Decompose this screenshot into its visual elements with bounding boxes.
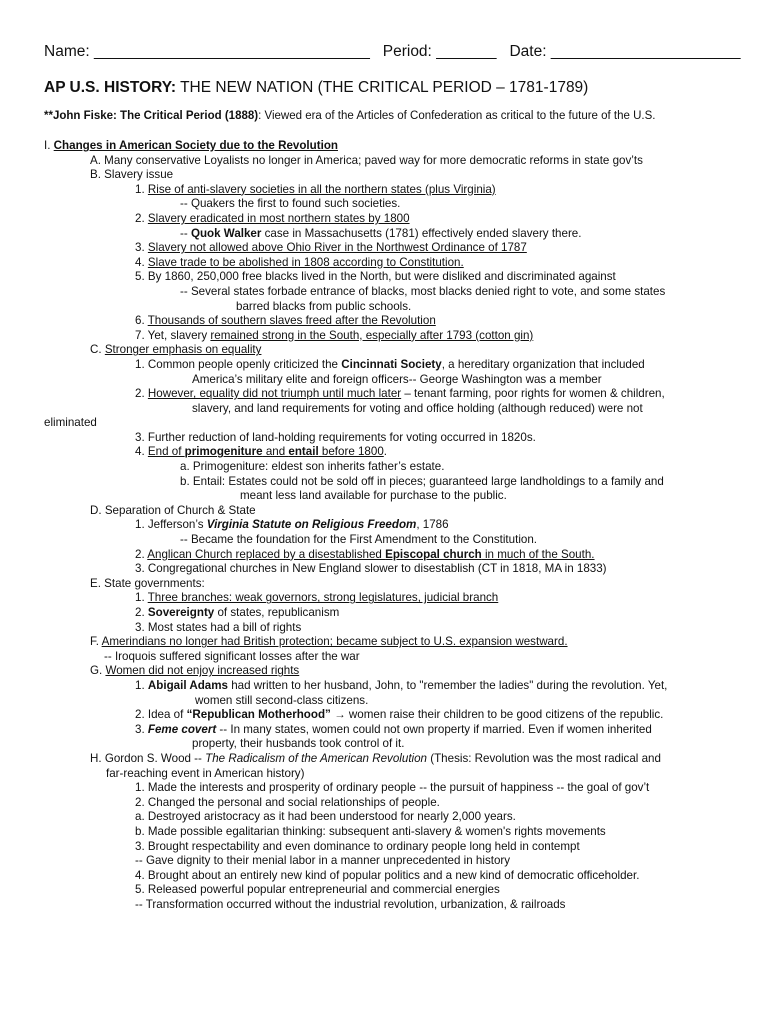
outline-line	[0, 154, 768, 169]
outline-text: entail	[288, 445, 319, 459]
outline-text: 1. Common people openly criticized the	[135, 357, 342, 371]
name-blank: ________________________________	[93, 43, 370, 60]
outline-line	[0, 591, 768, 606]
outline-text: slavery, and land requirements for voting and office holding (although reduced) were not	[192, 401, 643, 415]
outline-text: Amerindians no longer had British protection; became subject to U.S. expansion westward.	[101, 635, 568, 649]
outline-text: 1. Jefferson’s	[135, 518, 207, 532]
outline-text: of states, republicanism	[214, 606, 340, 619]
outline-line	[0, 256, 768, 271]
outline-line	[0, 737, 768, 752]
outline-text: 3. Further reduction of land-holding requirements for voting occurred in 1820s.	[135, 430, 536, 444]
outline-text: A. Many conservative Loyalists no longer in America; paved way for more democratic reforms in state gov’ts	[90, 153, 643, 167]
outline-line	[0, 475, 768, 490]
outline-line	[0, 679, 768, 694]
date-label: Date:	[509, 43, 547, 60]
fiske-source: **John Fiske: The Critical Period (1888)	[44, 110, 259, 122]
title-course: AP U.S. HISTORY:	[44, 79, 177, 96]
outline-text: far-reaching event in American history)	[106, 766, 305, 780]
outline-line	[0, 431, 768, 446]
outline-line	[0, 810, 768, 825]
outline-line	[0, 635, 768, 650]
title-topic: THE NEW NATION (THE CRITICAL PERIOD – 1781-1789)	[176, 79, 589, 96]
outline-text: → women raise their children to be good citizens of the republic.	[330, 708, 664, 722]
outline-text: H. Gordon S. Wood --	[90, 751, 206, 765]
outline-text: Slavery not allowed above Ohio River in the Northwest Ordinance of 1787	[147, 241, 527, 255]
outline-line	[0, 387, 768, 402]
outline-line	[0, 825, 768, 840]
date-blank: ______________________	[550, 43, 741, 60]
outline-line	[0, 402, 768, 417]
outline-text: 2.	[135, 547, 148, 561]
outline-text: 2.	[135, 606, 148, 619]
outline-text: Abigail Adams	[147, 678, 228, 692]
outline-line	[0, 445, 768, 460]
outline-text: Slave trade to be abolished in 1808 according to Constitution.	[147, 255, 464, 269]
outline-text: “Republican Motherhood”	[186, 708, 331, 722]
outline-text: 3. Most states had a bill of rights	[135, 620, 302, 634]
outline-text: D. Separation of Church & State	[90, 503, 256, 517]
outline-line	[0, 168, 768, 183]
outline-text: b. Made possible egalitarian thinking: subsequent anti-slavery & women's rights movements	[135, 824, 606, 838]
outline-text: a. Primogeniture: eldest son inherits father’s estate.	[180, 460, 445, 474]
outline-text: E. State governments:	[90, 576, 205, 590]
outline-text: F.	[90, 635, 102, 649]
outline-line	[0, 358, 768, 373]
outline-text: Quok Walker	[190, 226, 262, 240]
outline-line	[0, 883, 768, 898]
outline-line	[0, 139, 768, 154]
outline-text: 2.	[135, 211, 148, 225]
outline-line	[0, 489, 768, 504]
outline-text: eliminated	[44, 416, 97, 430]
outline-text: C.	[90, 343, 105, 357]
outline-line	[0, 621, 768, 636]
outline-text: Anglican Church replaced by a disestablished	[147, 547, 386, 561]
outline-text: primogeniture	[184, 445, 263, 459]
outline-text: Changes in American Society due to the Revolution	[53, 139, 338, 152]
outline-text: -- In many states, women could not own property if married. Even if women inherited	[216, 722, 652, 736]
outline-line	[0, 708, 768, 723]
outline-line	[0, 285, 768, 300]
outline-text: Women did not enjoy increased rights	[105, 664, 300, 678]
outline-line	[0, 314, 768, 329]
fiske-note	[44, 110, 655, 122]
outline-line	[0, 197, 768, 212]
student-info-header	[44, 43, 740, 61]
outline-line	[0, 840, 768, 855]
outline-line	[0, 504, 768, 519]
outline-text: barred blacks from public schools.	[236, 299, 412, 313]
name-label: Name:	[44, 43, 90, 60]
outline-text: Thousands of southern slaves freed after the Revolution	[147, 314, 436, 328]
outline-line	[0, 373, 768, 388]
outline-line	[0, 343, 768, 358]
outline-text: had written to her husband, John, to "remember the ladies" during the revolution. Yet,	[228, 678, 668, 692]
outline-text: However, equality did not triumph until much later	[147, 387, 402, 401]
outline-text: 4. Brought about an entirely new kind of popular politics and a new kind of democratic officeholder.	[135, 868, 640, 882]
outline-text: 1.	[135, 182, 148, 196]
outline-text: Feme covert	[147, 722, 217, 736]
outline-text: Rise of anti-slavery societies in all the northern states (plus Virginia)	[147, 182, 496, 196]
outline-text: B. Slavery issue	[90, 168, 174, 182]
outline-text: 3. Congregational churches in New England slower to disestablish (CT in 1818, MA in 1833)	[135, 562, 607, 576]
outline-text: --	[180, 226, 191, 240]
outline-text: , a hereditary organization that included	[441, 357, 645, 371]
outline-text: Stronger emphasis on equality	[104, 343, 262, 357]
outline-text: a. Destroyed aristocracy as it had been understood for nearly 2,000 years.	[135, 810, 516, 824]
outline-text: before 1800	[318, 445, 384, 459]
outline-text: (Thesis: Revolution was the most radical and	[427, 751, 661, 765]
outline-text: G.	[90, 664, 106, 678]
outline-text: remained strong in the South, especially after 1793 (cotton gin)	[210, 328, 534, 342]
outline-text: I.	[44, 139, 54, 152]
outline-text: 5. Released powerful popular entrepreneurial and commercial energies	[135, 883, 500, 897]
fiske-description: : Viewed era of the Articles of Confederation as critical to the future of the U.S.	[258, 110, 656, 122]
outline-text: – tenant farming, poor rights for women & children,	[401, 387, 665, 401]
outline-line	[0, 767, 768, 782]
period-blank: _______	[436, 43, 497, 60]
outline-line	[0, 460, 768, 475]
outline-line	[0, 212, 768, 227]
outline-line	[0, 548, 768, 563]
outline-text: -- Iroquois suffered significant losses after the war	[104, 649, 360, 663]
outline-text: Slavery eradicated in most northern states by 1800	[147, 211, 410, 225]
outline-text: -- Gave dignity to their menial labor in a manner unprecedented in history	[135, 854, 511, 868]
outline-text: Episcopal church	[385, 547, 482, 561]
outline-text: 3.	[135, 722, 148, 736]
outline-text: 4.	[135, 255, 148, 269]
outline-line	[0, 752, 768, 767]
outline-line	[0, 869, 768, 884]
outline-text: -- Quakers the first to found such societies.	[180, 197, 401, 211]
outline-line	[0, 664, 768, 679]
outline-line	[0, 270, 768, 285]
outline-line	[0, 227, 768, 242]
outline-text: 3. Brought respectability and even dominance to ordinary people long held in contempt	[135, 839, 580, 853]
page-title	[44, 79, 588, 97]
outline-line	[0, 723, 768, 738]
outline-text: America’s military elite and foreign officers-- George Washington was a member	[192, 372, 602, 386]
outline-line	[0, 650, 768, 665]
outline-line	[0, 854, 768, 869]
outline-line	[0, 606, 768, 621]
outline-text: 6.	[135, 314, 148, 328]
outline-text: Cincinnati Society	[341, 357, 442, 371]
outline-text: End of	[147, 445, 185, 459]
outline-line	[0, 183, 768, 198]
outline-text: 7. Yet, slavery	[135, 328, 211, 342]
outline-text: 4.	[135, 445, 148, 459]
outline-text: -- Several states forbade entrance of blacks, most blacks denied right to vote, and some states	[180, 284, 666, 298]
outline-text: women still second-class citizens.	[195, 693, 369, 707]
outline-line	[0, 300, 768, 315]
outline-line	[0, 562, 768, 577]
outline-line	[0, 329, 768, 344]
outline-text: property, their husbands took control of it.	[192, 737, 405, 751]
outline-text: 1.	[135, 678, 148, 692]
outline-text: Sovereignty	[147, 606, 215, 619]
outline-line	[0, 781, 768, 796]
outline-text: and	[262, 445, 289, 459]
outline-text: 2. Idea of	[135, 708, 187, 722]
outline-text: 2. Changed the personal and social relationships of people.	[135, 795, 440, 809]
outline-line	[0, 694, 768, 709]
outline-text: , 1786	[416, 518, 449, 532]
outline-line	[0, 796, 768, 811]
outline-text: The Radicalism of the American Revolution	[205, 751, 428, 765]
outline-text: 3.	[135, 241, 148, 255]
outline-text: Virginia Statute on Religious Freedom	[206, 518, 417, 532]
period-label: Period:	[382, 43, 432, 60]
outline-text: case in Massachusetts (1781) effectively ended slavery there.	[261, 226, 582, 240]
outline-text: -- Became the foundation for the First Amendment to the Constitution.	[180, 533, 538, 547]
outline-text: 1. Made the interests and prosperity of ordinary people -- the pursuit of happiness -- the goal of gov’t	[135, 781, 650, 795]
outline-line	[0, 898, 768, 913]
outline-line	[0, 241, 768, 256]
outline-text: .	[383, 445, 388, 459]
outline-text: 5. By 1860, 250,000 free blacks lived in the North, but were disliked and discriminated against	[135, 270, 616, 284]
outline-line	[0, 416, 768, 431]
outline-line	[0, 518, 768, 533]
outline-text: 1.	[135, 591, 148, 605]
outline-line	[0, 533, 768, 548]
outline-text: 2.	[135, 387, 148, 401]
outline-text: in much of the South.	[481, 547, 595, 561]
outline-line	[0, 577, 768, 592]
outline-text: Three branches: weak governors, strong legislatures, judicial branch	[147, 591, 499, 605]
outline-text: meant less land available for purchase to the public.	[240, 489, 507, 503]
outline-text: -- Transformation occurred without the industrial revolution, urbanization, & railroads	[135, 897, 566, 911]
outline-text: b. Entail: Estates could not be sold off in pieces; guaranteed large landholdings to a family and	[180, 474, 664, 488]
outline-notes	[0, 139, 768, 912]
